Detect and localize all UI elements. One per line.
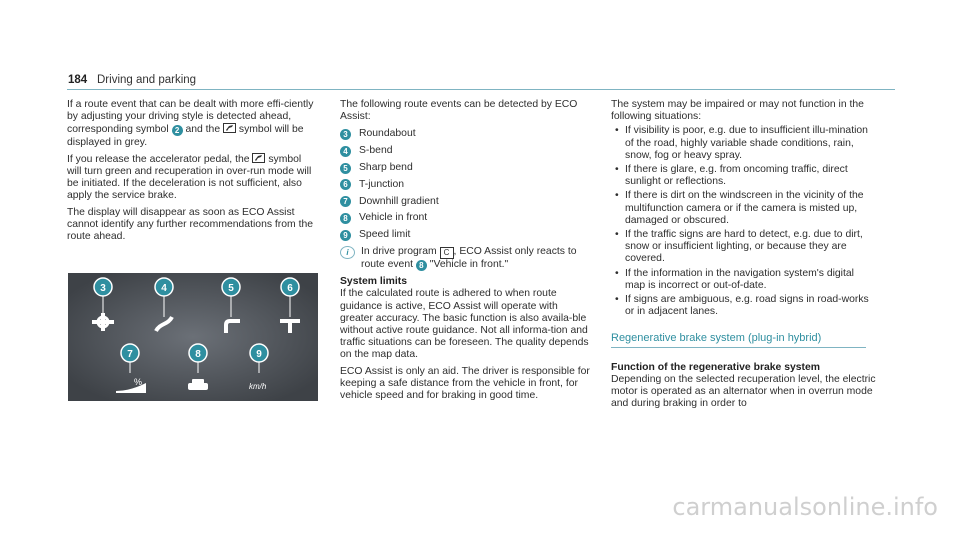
note-text (361, 246, 590, 271)
svg-text:7: 7 (127, 349, 133, 360)
info-icon: i (340, 246, 355, 259)
list-item (340, 162, 590, 174)
item-badge: 8 (340, 213, 351, 224)
svg-text:4: 4 (161, 283, 167, 294)
item-label: Roundabout (359, 128, 416, 140)
item-badge: 4 (340, 146, 351, 157)
item-badge: 9 (340, 230, 351, 241)
page-number: 184 (68, 74, 88, 86)
item-badge: 5 (340, 163, 351, 174)
item-label: Vehicle in front (359, 212, 428, 224)
info-note (340, 246, 590, 271)
svg-text:6: 6 (287, 283, 293, 294)
svg-text:3: 3 (100, 283, 106, 294)
item-badge: 6 (340, 179, 351, 190)
paragraph-driver-responsible: ECO Assist is only an aid. The driver is responsible for keeping a safe distance from the vehicle in front, for vehicle speed and for braking in good time. (340, 365, 590, 402)
text: If a route event that can be dealt with more effi-ciently by adjusting your driving style is detected ahead, corresponding symbol (67, 99, 314, 136)
header-rule (67, 89, 895, 90)
svg-text:9: 9 (256, 349, 262, 360)
list-item (340, 212, 590, 224)
route-event-list (340, 128, 590, 241)
text: symbol will be displayed in grey. (67, 124, 304, 148)
list-item: • If there is dirt on the windscreen in the vicinity of the multifunction camera or if the camera is misted up, damaged or obscured. (611, 190, 876, 227)
item-label: T-junction (359, 178, 405, 190)
text: and the (185, 124, 221, 136)
list-item (340, 145, 590, 157)
foot-pedal-icon (252, 153, 265, 163)
item-badge: 3 (340, 129, 351, 140)
list-item (340, 229, 590, 241)
subheading-regenerative-brake: Regenerative brake system (plug-in hybrid) (611, 332, 866, 347)
watermark: carmanualsonline.info (672, 493, 938, 521)
text: "Vehicle in front." (429, 258, 509, 270)
paragraph-route-accuracy: If the calculated route is adhered to when route guidance is active, ECO Assist will operate with greater accuracy. The basic function is also availa-ble without active route guidance. Not all informa-tion and traffic situations can be foreseen. The quality depends on the map data. (340, 288, 589, 361)
events-intro: The following route events can be detected by ECO Assist: (340, 99, 578, 123)
column-right (611, 99, 876, 414)
heading-function: Function of the regenerative brake system (611, 361, 821, 373)
column-middle (340, 99, 590, 406)
callout-3 (94, 278, 112, 296)
section-title: Driving and parking (97, 74, 197, 86)
paragraph-display-disappear: The display will disappear as soon as ECO Assist cannot identify any further recommendations from the route ahead. (67, 206, 314, 243)
speed-limit-label: km/h (249, 382, 267, 391)
list-item: • If visibility is poor, e.g. due to insufficient illu-mination of the road, highly variable shade conditions, rain, snow, fog or heavy spray. (611, 125, 876, 162)
callout-7 (121, 344, 139, 362)
callout-6 (281, 278, 299, 296)
item-label: Downhill gradient (359, 195, 439, 207)
paragraph-release-pedal (67, 153, 317, 203)
list-item (340, 196, 590, 208)
list-item: • If signs are ambiguous, e.g. road signs in road-works or in adjacent lanes. (611, 294, 876, 318)
text: If you release the accelerator pedal, the (67, 153, 250, 165)
callout-4 (155, 278, 173, 296)
item-label: Sharp bend (359, 162, 413, 173)
list-item (340, 179, 590, 191)
list-item: • If the information in the navigation system's digital map is incorrect or out-of-date. (611, 268, 876, 292)
eco-assist-display-figure (68, 273, 318, 401)
callout-8 (189, 344, 207, 362)
column-left (67, 99, 317, 247)
svg-text:5: 5 (228, 283, 234, 294)
text: In drive program (361, 245, 437, 257)
impairment-list (611, 125, 876, 318)
callout-badge: 2 (172, 125, 183, 136)
svg-text:8: 8 (195, 349, 201, 360)
text: symbol will turn green and recuperation in over-run mode will be initiated. If the deceleration is not sufficient, also apply the service brake. (67, 153, 312, 202)
item-label: S-bend (359, 145, 393, 157)
callout-5 (222, 278, 240, 296)
text: , ECO Assist only reacts to route event (361, 245, 577, 270)
item-badge: 7 (340, 196, 351, 207)
item-label: Speed limit (359, 229, 411, 241)
foot-pedal-icon (223, 123, 236, 133)
list-item (340, 128, 590, 140)
heading-system-limits: System limits (340, 276, 407, 288)
callout-9 (250, 344, 268, 362)
paragraph-function: Depending on the selected recuperation level, the electric motor is operated as an alternator when in overrun mode and during braking in order to (611, 373, 876, 410)
impairment-intro: The system may be impaired or may not function in the following situations: (611, 99, 864, 123)
list-item: • If the traffic signs are hard to detect, e.g. due to dirt, snow or insufficient lighting, or because they are covered. (611, 229, 876, 266)
paragraph-symbol-display (67, 99, 317, 149)
list-item: • If there is glare, e.g. from oncoming traffic, direct sunlight or reflections. (611, 164, 876, 188)
figure-graphic (68, 273, 318, 401)
gradient-percent-label: % (134, 377, 143, 387)
drive-program-symbol: C (440, 247, 454, 259)
callout-badge: 8 (416, 260, 427, 271)
